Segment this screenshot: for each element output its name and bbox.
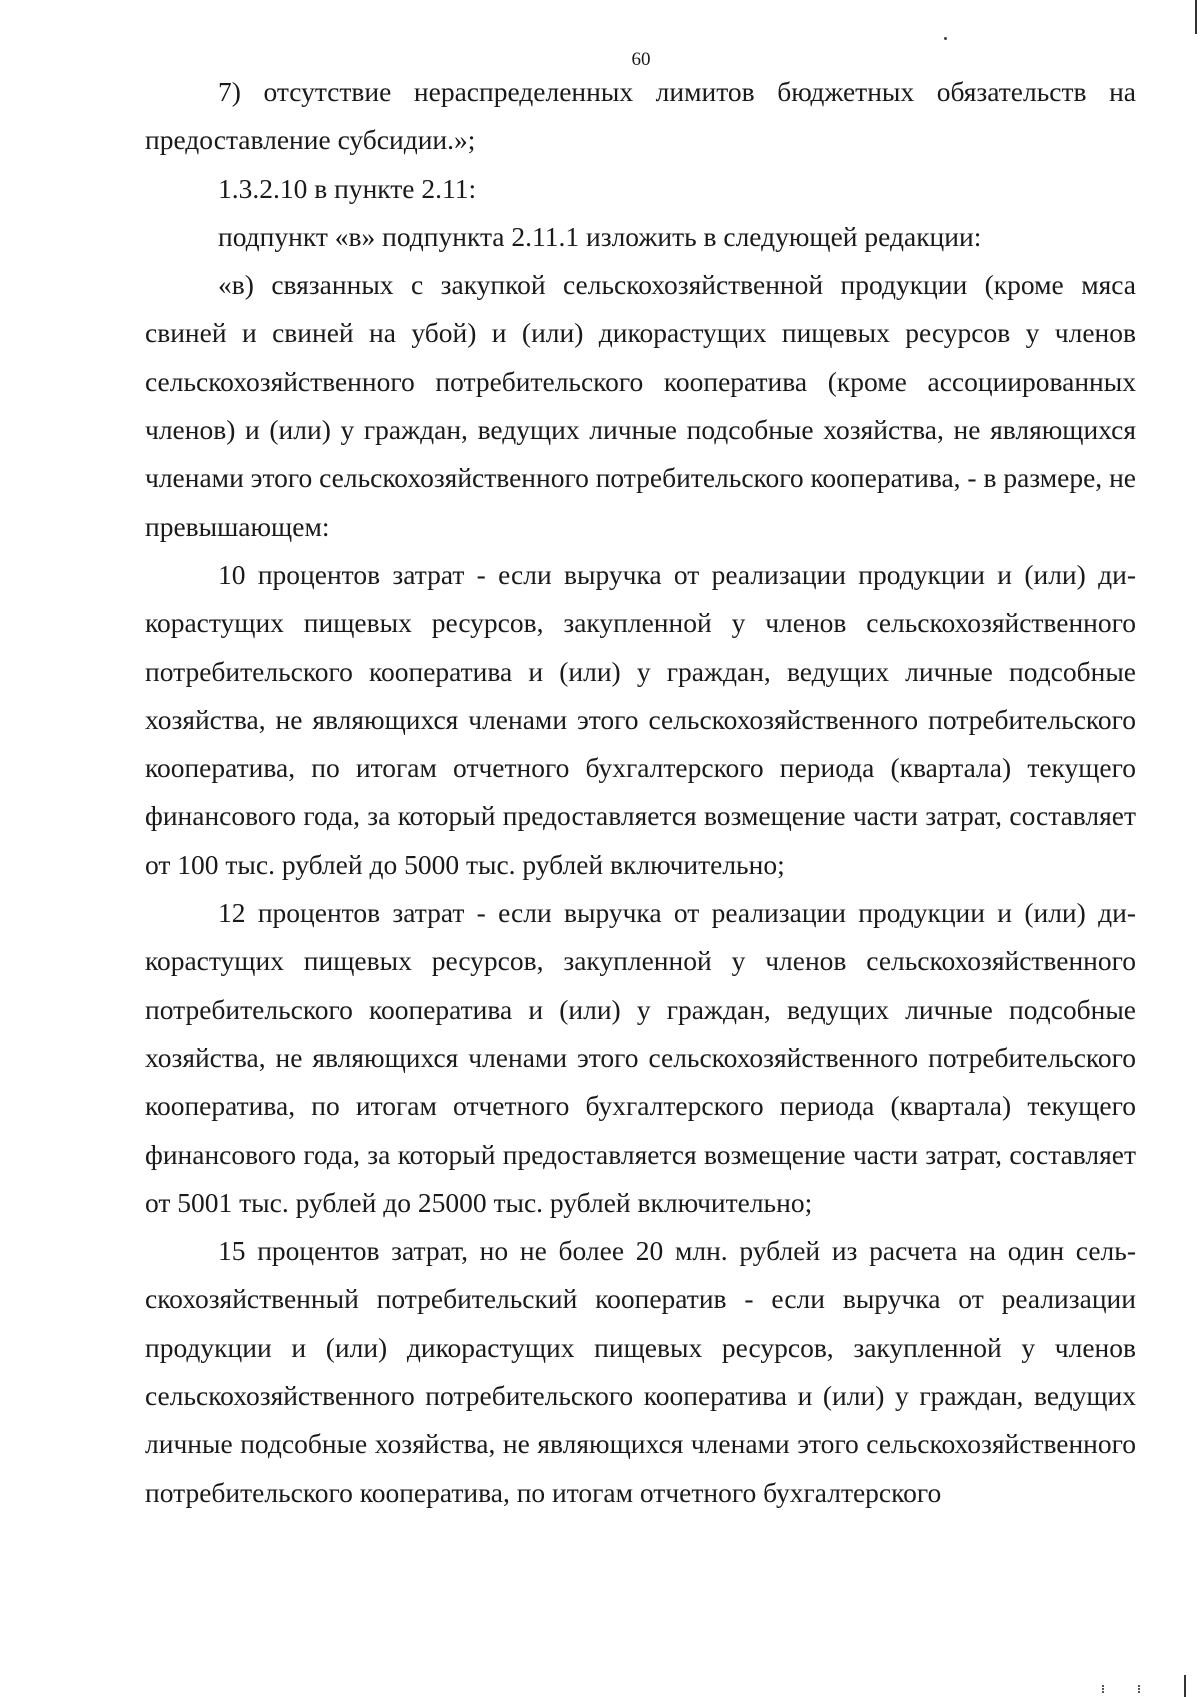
- scan-edge-mark: [1184, 1675, 1186, 1697]
- paragraph: 15 процентов затрат, но не более 20 млн. рублей из расчета на один сельскохозяйственный потребительский кооператив - если выручка от реализации продукции и (или) дикорастущих пищевых ресурсов, закупленной у членов сельскохозяйственного потребительского кооператива и (или) у граждан, ведущих личные подсобные хозяйства, не являющихся членами этого сельскохозяйственного потребительского кооператива, по итогам отчетного бухгалтерского: [145, 1235, 1136, 1508]
- page-number: 60: [631, 49, 651, 70]
- paragraph: 10 процентов затрат - если выручка от реализации продукции и (или) дикорастущих пищевых ресурсов, закупленной у членов сельскохозяйственного потребительского кооператива и (или) у граждан, ведущих личные подсобные хозяйства, не являющихся членами этого сельскохозяйственного потребительского кооператива, по итогам отчетного бухгалтерского периода (квартала) текущего финансового года, за который предоставляется возмещение части затрат, составляет от 100 тыс. рублей до 5000 тыс. рублей включительно;: [145, 558, 1136, 880]
- document-body: [145, 68, 1136, 1517]
- scan-edge-mark: [1195, 0, 1197, 34]
- scan-speck: [944, 37, 947, 40]
- paragraph: «в) связанных с закупкой сельскохозяйственной продукции (кроме мяса свиней и свиней на убой) и (или) дикорастущих пищевых ресурсов у членов сельскохозяйственного потребительского кооператива (кроме ассоциированных членов) и (или) у граждан, ведущих личные подсобные хозяйства, не являющихся членами этого сельскохозяйственного потребительского кооператива, - в размере, не превышающем:: [145, 269, 1136, 542]
- paragraph: 7) отсутствие нераспределенных лимитов бюджетных обязательств на предоставление субсидии.»;: [145, 76, 1136, 156]
- paragraph: 12 процентов затрат - если выручка от реализации продукции и (или) дикорастущих пищевых ресурсов, закупленной у членов сельскохозяйственного потребительского кооператива и (или) у граждан, ведущих личные подсобные хозяйства, не являющихся членами этого сельскохозяйственного потребительского кооператива, по итогам отчетного бухгалтерского периода (квартала) текущего финансового года, за который предоставляется возмещение части затрат, составляет от 5001 тыс. рублей до 25000 тыс. рублей включительно;: [145, 897, 1136, 1218]
- scan-edge-dots: [1102, 1685, 1140, 1693]
- paragraph: подпункт «в» подпункта 2.11.1 изложить в следующей редакции:: [218, 220, 982, 252]
- paragraph: 1.3.2.10 в пункте 2.11:: [218, 172, 477, 204]
